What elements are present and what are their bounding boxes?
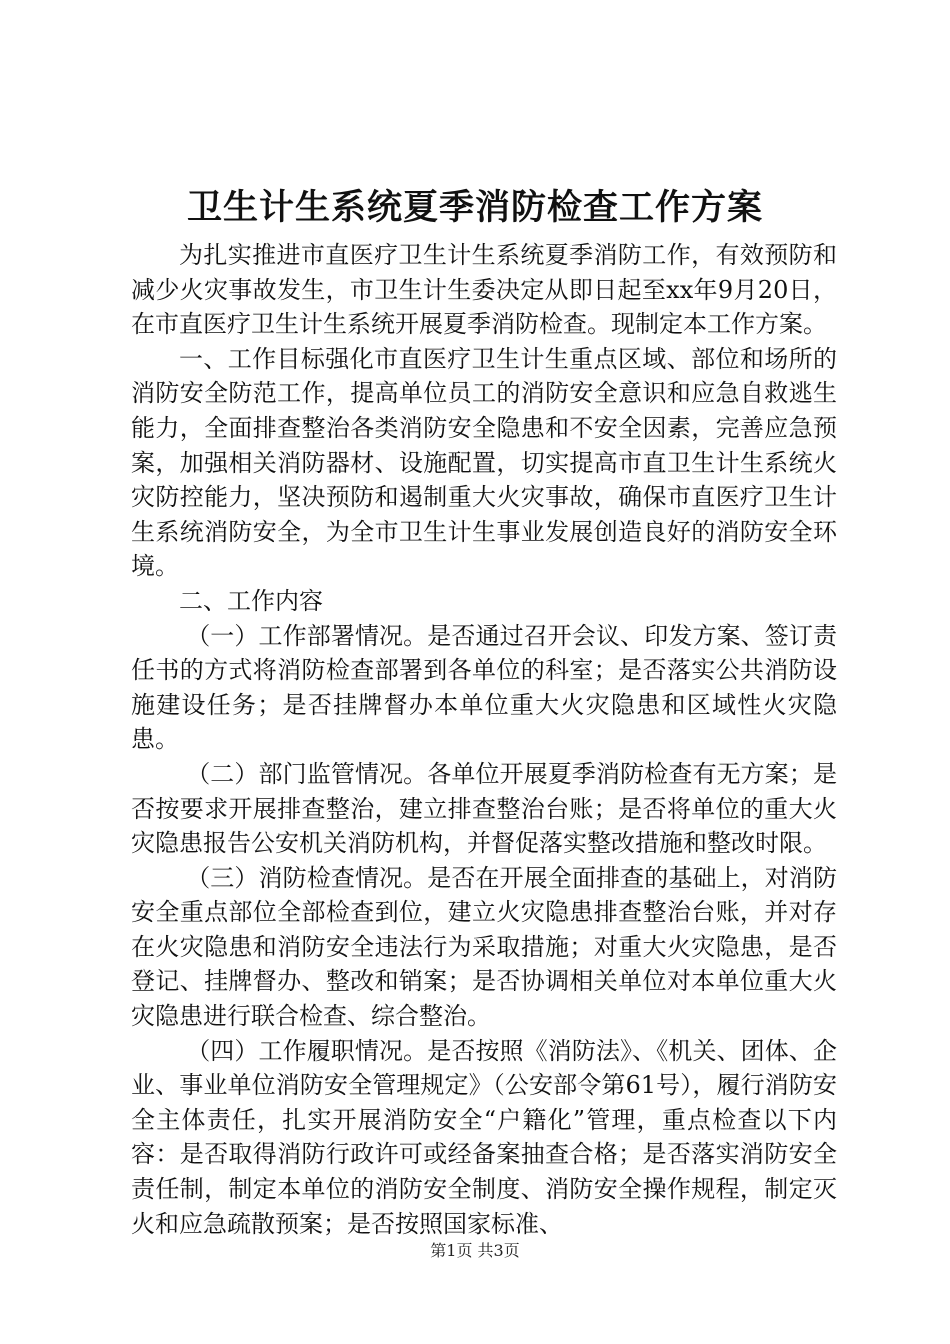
paragraph-item-4: （四）工作履职情况。是否按照《消防法》、《机关、团体、企业、事业单位消防安全管理规定》（公安部令第61号），履行消防安全主体责任，扎实开展消防安全“户籍化”管理，重点检查以下内容：是否取得消防行政许可或经备案抽查合格；是否落实消防安全责任制，制定本单位的消防安全制度、消防安全操作规程，制定灭火和应急疏散预案；是否按照国家标准、	[131, 1036, 837, 1238]
document-body	[131, 238, 837, 1241]
paragraph-item-2: （二）部门监管情况。各单位开展夏季消防检查有无方案；是否按要求开展排查整治，建立排查整治台账；是否将单位的重大火灾隐患报告公安机关消防机构，并督促落实整改措施和整改时限。	[131, 759, 837, 858]
paragraph-section-heading: 二、工作内容	[179, 586, 323, 615]
paragraph-item-1: （一）工作部署情况。是否通过召开会议、印发方案、签订责任书的方式将消防检查部署到各单位的科室；是否落实公共消防设施建设任务；是否挂牌督办本单位重大火灾隐患和区域性火灾隐患。	[131, 621, 837, 754]
page-footer: 第1页 共3页	[430, 1241, 520, 1260]
paragraph-intro: 为扎实推进市直医疗卫生计生系统夏季消防工作，有效预防和减少火灾事故发生，市卫生计生委决定从即日起至xx年9月20日，在市直医疗卫生计生系统开展夏季消防检查。现制定本工作方案。	[131, 241, 837, 339]
document-title: 卫生计生系统夏季消防检查工作方案	[186, 187, 763, 228]
paragraph-goals: 一、工作目标强化市直医疗卫生计生重点区域、部位和场所的消防安全防范工作，提高单位员工的消防安全意识和应急自救逃生能力，全面排查整治各类消防安全隐患和不安全因素，完善应急预案，加强相关消防器材、设施配置，切实提高市直卫生计生系统火灾防控能力，坚决预防和遏制重大火灾事故，确保市直医疗卫生计生系统消防安全，为全市卫生计生事业发展创造良好的消防安全环境。	[131, 344, 837, 581]
paragraph-item-3: （三）消防检查情况。是否在开展全面排查的基础上，对消防安全重点部位全部检查到位，建立火灾隐患排查整治台账，并对存在火灾隐患和消防安全违法行为采取措施；对重大火灾隐患，是否登记、挂牌督办、整改和销案；是否协调相关单位对本单位重大火灾隐患进行联合检查、综合整治。	[131, 863, 837, 1031]
